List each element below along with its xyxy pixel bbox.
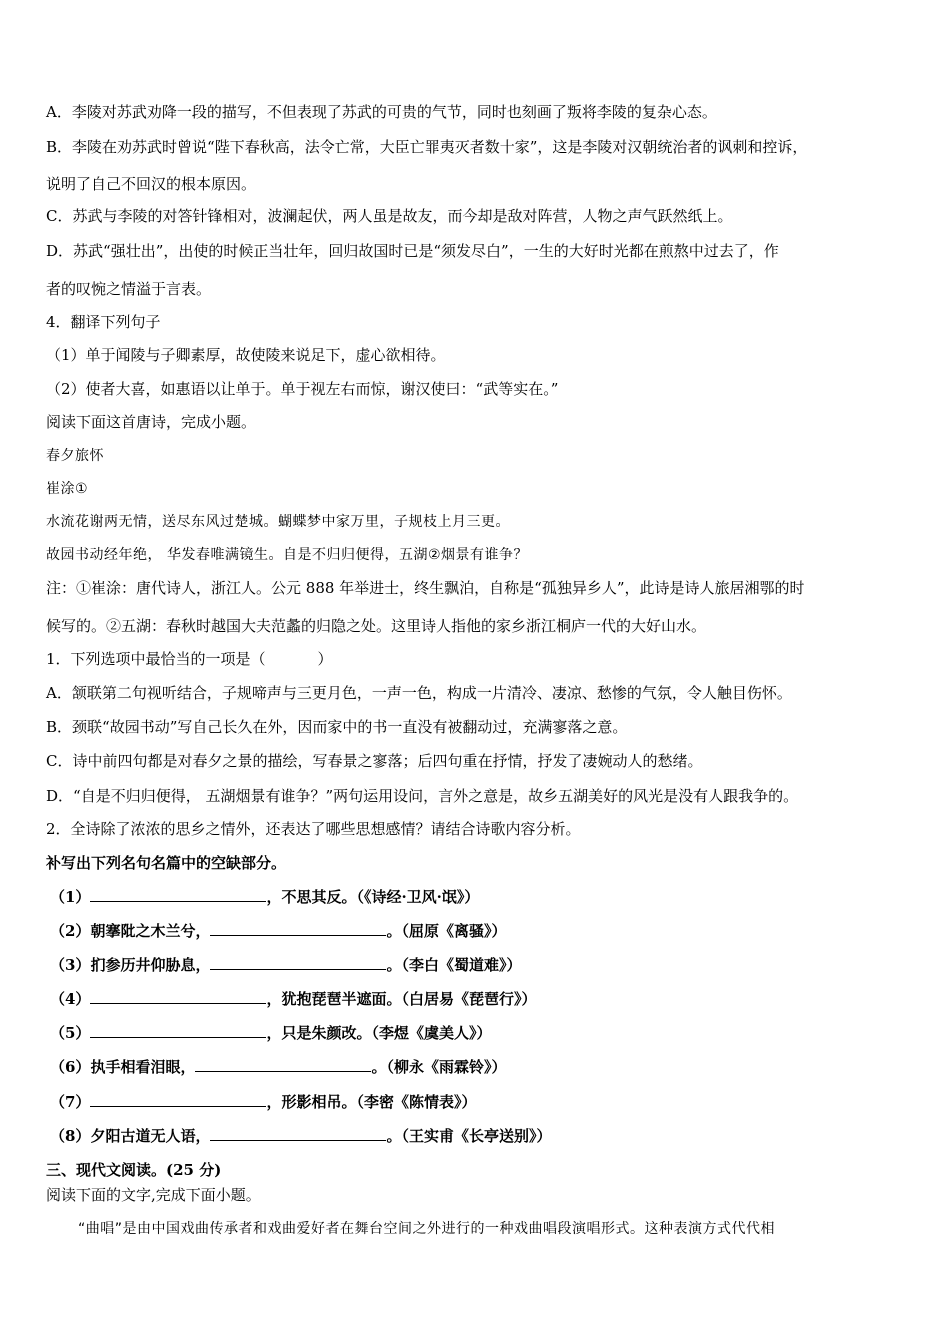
poem-option-b: B．颈联“故园书动”写自己长久在外，因而家中的书一直没有被翻动过，充满寥落之意。 [46, 718, 628, 736]
fill-item [50, 955, 521, 975]
option-c: C．苏武与李陵的对答针锋相对，波澜起伏，两人虽是故友，而今却是敌对阵营，人物之声气跃然纸上。 [46, 207, 733, 225]
answer-blank[interactable] [90, 887, 266, 902]
option-d-line2: 者的叹惋之情溢于言表。 [46, 280, 212, 298]
poem-author: 崔涂① [46, 481, 89, 497]
option-b-line2: 说明了自己不回汉的根本原因。 [46, 175, 257, 193]
fill-item [50, 989, 536, 1009]
option-b-line1: B．李陵在劝苏武时曾说“陛下春秋高，法令亡常，大臣亡罪夷灭者数十家”，这是李陵对汉朝统治者的讽刺和控诉， [46, 138, 808, 156]
fill-item [50, 887, 479, 907]
fill-item-post: 。（柳永《雨霖铃》） [371, 1058, 507, 1076]
q4-sentence-2: （2）使者大喜，如惠语以让单于。单于视左右而惊，谢汉使曰：“武等实在。” [46, 380, 559, 398]
fill-item-number: （8） [50, 1127, 91, 1145]
answer-blank[interactable] [90, 989, 266, 1004]
answer-blank[interactable] [90, 1023, 266, 1038]
fill-item-pre: 扪参历井仰胁息， [90, 956, 211, 974]
poem-line-1: 水流花谢两无情，送尽东风过楚城。蝴蝶梦中家万里，子规枝上月三更。 [46, 514, 510, 530]
poem-note-line2: 候写的。②五湖：春秋时越国大夫范蠡的归隐之处。这里诗人指他的家乡浙江桐庐一代的大好山水。 [46, 617, 707, 635]
fill-item-post: 。（屈原《离骚》） [386, 922, 507, 940]
question-1-close: ） [317, 650, 333, 668]
fill-item-pre: 执手相看泪眼， [90, 1058, 196, 1076]
section-intro: 阅读下面的文字,完成下面小题。 [46, 1186, 261, 1204]
fill-item-post: 。（王实甫《长亭送别》） [386, 1127, 552, 1145]
fill-item-pre: 朝搴阰之木兰兮， [90, 922, 211, 940]
poem-question-1 [46, 649, 333, 669]
answer-blank[interactable] [90, 1092, 266, 1107]
answer-blank[interactable] [210, 955, 386, 970]
reading-paragraph: “曲唱”是由中国戏曲传承者和戏曲爱好者在舞台空间之外进行的一种戏曲唱段演唱形式。这种表演方式代代相 [78, 1221, 776, 1237]
section-heading: 三、现代文阅读。(25 分) [46, 1161, 222, 1179]
poem-title: 春夕旅怀 [46, 448, 104, 464]
poem-line-2: 故园书动经年绝， 华发春唯满镜生。自是不归归便得，五湖②烟景有谁争？ [46, 547, 528, 563]
answer-blank[interactable] [195, 1057, 371, 1072]
fill-item-number: （2） [50, 922, 91, 940]
poem-option-a: A．颔联第二句视听结合，子规啼声与三更月色，一声一色，构成一片清冷、凄凉、愁惨的气氛，令人触目伤怀。 [46, 684, 792, 702]
answer-blank[interactable] [210, 921, 386, 936]
poem-option-d: D．“自是不归归便得， 五湖烟景有谁争？”两句运用设问，言外之意是，故乡五湖美好的风光是没有人跟我争的。 [46, 787, 799, 805]
fill-item-number: （5） [50, 1024, 91, 1042]
fill-item-pre: 夕阳古道无人语， [90, 1127, 211, 1145]
fill-item-post: ，形影相吊。（李密《陈情表》） [266, 1093, 477, 1111]
fill-item-post: ，不思其反。（《诗经·卫风·氓》） [266, 888, 480, 906]
poem-intro: 阅读下面这首唐诗，完成小题。 [46, 413, 257, 431]
fill-item [50, 1126, 551, 1146]
poem-note-line1: 注：①崔涂：唐代诗人，浙江人。公元 888 年举进士，终生飘泊，自称是“孤独异乡人”，此诗是诗人旅居湘鄂的时 [46, 579, 805, 597]
fill-item-number: （3） [50, 956, 91, 974]
fill-item-number: （1） [50, 888, 91, 906]
fill-item-post: ，只是朱颜改。（李煜《虞美人》） [266, 1024, 492, 1042]
answer-blank[interactable] [210, 1126, 386, 1141]
fill-item-number: （7） [50, 1093, 91, 1111]
fill-item-post: 。（李白《蜀道难》） [386, 956, 522, 974]
fill-in-title: 补写出下列名句名篇中的空缺部分。 [46, 854, 287, 872]
option-a: A．李陵对苏武劝降一段的描写，不但表现了苏武的可贵的气节，同时也刻画了叛将李陵的复杂心态。 [46, 103, 717, 121]
poem-question-2: 2．全诗除了浓浓的思乡之情外，还表达了哪些思想感情？请结合诗歌内容分析。 [46, 820, 581, 838]
q4-title: 4．翻译下列句子 [46, 313, 161, 331]
fill-item [50, 1023, 491, 1043]
q4-sentence-1: （1）单于闻陵与子卿素厚，故使陵来说足下，虚心欲相待。 [46, 346, 446, 364]
fill-item-number: （4） [50, 990, 91, 1008]
question-1-prompt: 1．下列选项中最恰当的一项是（ [46, 650, 266, 668]
fill-item [50, 1057, 506, 1077]
fill-item [50, 921, 506, 941]
fill-item [50, 1092, 476, 1112]
option-d-line1: D．苏武“强壮出”，出使的时候正当壮年，回归故国时已是“须发尽白”，一生的大好时光都在煎熬中过去了，作 [46, 242, 779, 260]
fill-item-post: ，犹抱琵琶半遮面。（白居易《琵琶行》） [266, 990, 537, 1008]
poem-option-c: C．诗中前四句都是对春夕之景的描绘，写春景之寥落；后四句重在抒情，抒发了凄婉动人的愁绪。 [46, 752, 703, 770]
fill-item-number: （6） [50, 1058, 91, 1076]
